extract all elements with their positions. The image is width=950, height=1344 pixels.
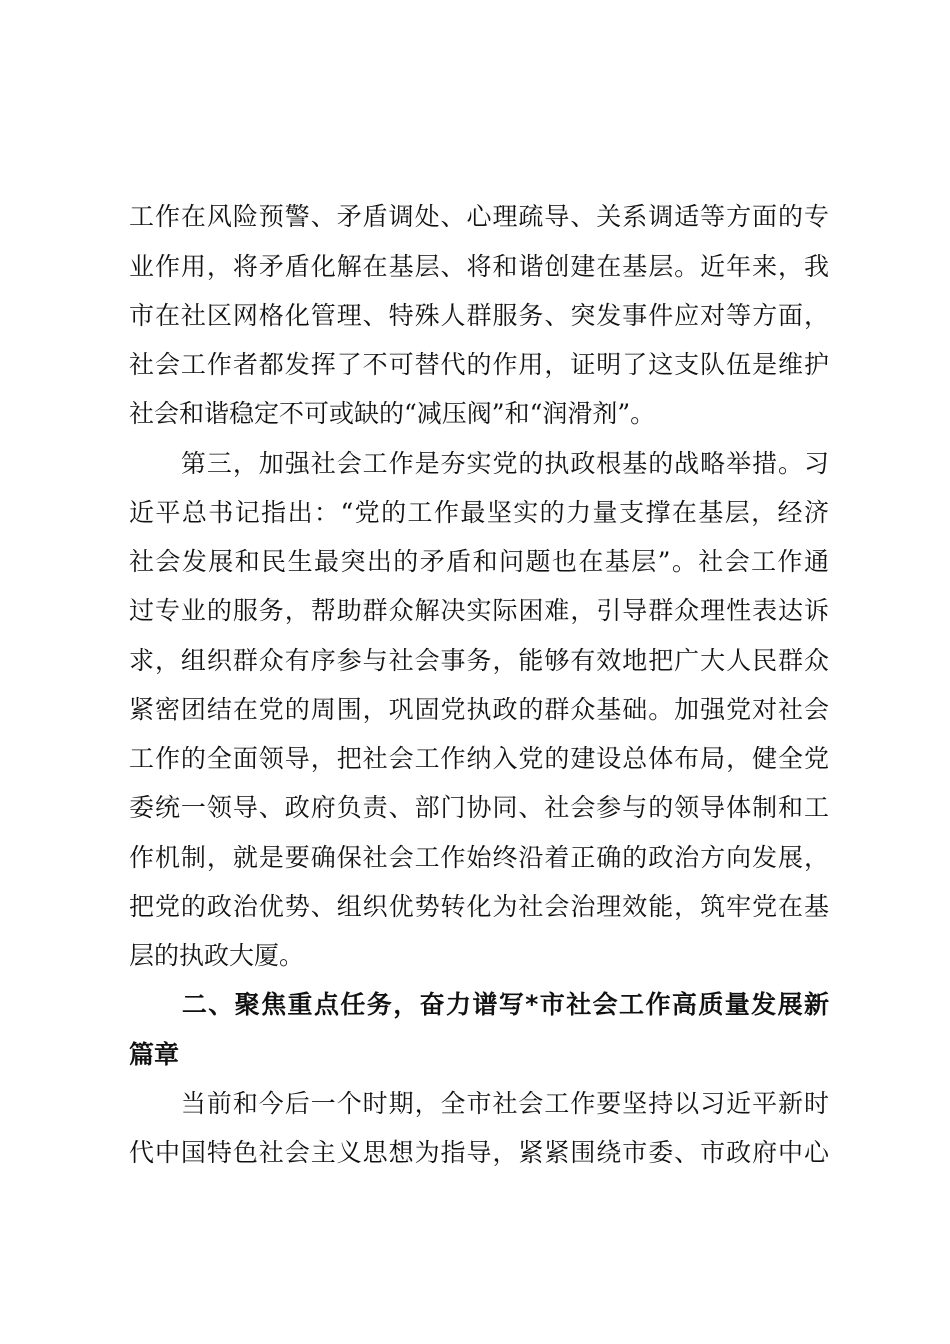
paragraph-start-line: 第三，加强社会工作是夯实党的执政根基的战略举措。习 [129,449,829,478]
body-text-line: 代中国特色社会主义思想为指导，紧紧围绕市委、市政府中心 [129,1138,829,1167]
body-text-line: 紧密团结在党的周围，巩固党执政的群众基础。加强党对社会 [129,695,829,724]
body-text-line: 求，组织群众有序参与社会事务，能够有效地把广大人民群众 [129,646,829,675]
body-text-line: 作机制，就是要确保社会工作始终沿着正确的政治方向发展， [129,843,829,872]
body-text-line: 委统一领导、政府负责、部门协同、社会参与的领导体制和工 [129,793,829,822]
section-heading-line: 篇章 [129,1040,180,1069]
body-text-line: 社会和谐稳定不可或缺的“减压阀”和“润滑剂”。 [129,399,656,428]
paragraph-start-line: 当前和今后一个时期，全市社会工作要坚持以习近平新时 [129,1089,829,1118]
body-text-line: 层的执政大厦。 [129,941,305,970]
body-text-line: 过专业的服务，帮助群众解决实际困难，引导群众理性表达诉 [129,596,829,625]
body-text-line: 工作在风险预警、矛盾调处、心理疏导、关系调适等方面的专 [129,202,829,231]
body-text-line: 近平总书记指出：“党的工作最坚实的力量支撑在基层，经济 [129,498,829,527]
section-heading-line: 二、聚焦重点任务，奋力谱写*市社会工作高质量发展新 [129,990,829,1019]
body-text-line: 社会发展和民生最突出的矛盾和问题也在基层”。社会工作通 [129,547,829,576]
body-text-line: 业作用，将矛盾化解在基层、将和谐创建在基层。近年来，我 [129,252,829,281]
body-text-line: 把党的政治优势、组织优势转化为社会治理效能，筑牢党在基 [129,892,829,921]
body-text-line: 市在社区网格化管理、特殊人群服务、突发事件应对等方面， [129,301,829,330]
body-text-line: 社会工作者都发挥了不可替代的作用，证明了这支队伍是维护 [129,350,829,379]
body-text-line: 工作的全面领导，把社会工作纳入党的建设总体布局，健全党 [129,744,829,773]
